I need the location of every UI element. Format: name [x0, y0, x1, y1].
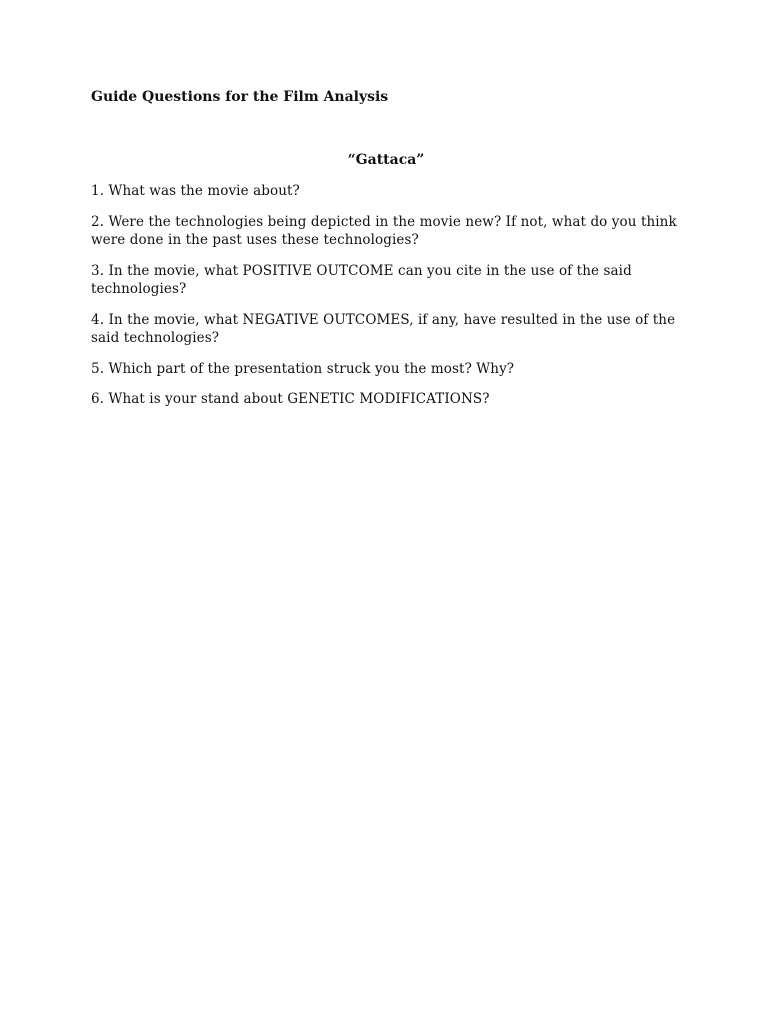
question-item-6: 6. What is your stand about GENETIC MODIFICATIONS? — [91, 391, 490, 407]
question-item-3: 3. In the movie, what POSITIVE OUTCOME can you cite in the use of the said technologies? — [91, 262, 632, 297]
question-item-5: 5. Which part of the presentation struck you the most? Why? — [91, 360, 515, 377]
document-content — [91, 88, 681, 421]
question-item-4: 4. In the movie, what NEGATIVE OUTCOMES, if any, have resulted in the use of the said technologies? — [91, 311, 676, 346]
question-item-2: 2. Were the technologies being depicted in the movie new? If not, what do you think were done in the past uses these technologies? — [91, 213, 677, 248]
question-list — [91, 182, 681, 409]
question-item-1: 1. What was the movie about? — [91, 183, 300, 199]
document-title: Guide Questions for the Film Analysis — [91, 89, 389, 105]
film-title: “Gattaca” — [347, 152, 425, 168]
